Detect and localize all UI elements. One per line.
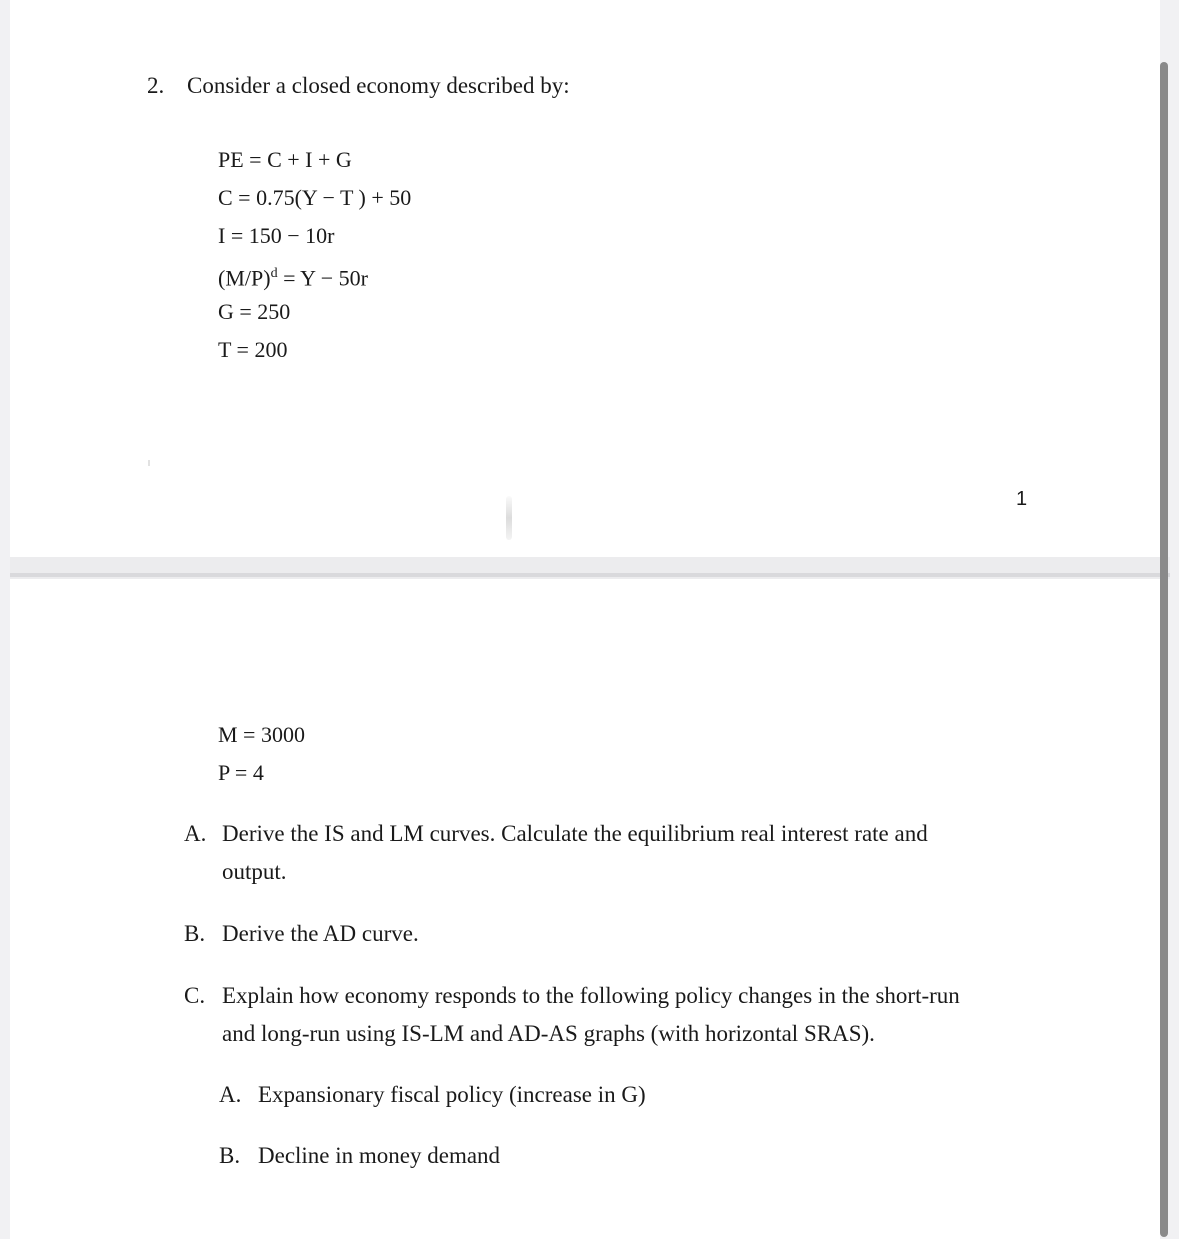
question-intro: Consider a closed economy described by: xyxy=(187,73,570,98)
page-mark xyxy=(148,460,150,466)
subpart-a-label: A. xyxy=(219,1082,242,1107)
vertical-scrollbar[interactable] xyxy=(1160,62,1168,1237)
subpart-b-label: B. xyxy=(219,1143,241,1168)
subpart-b-text: Decline in money demand xyxy=(258,1143,501,1168)
subpart-a-text: Expansionary fiscal policy (increase in G) xyxy=(258,1082,646,1107)
equation-consumption: C = 0.75(Y − T ) + 50 xyxy=(218,185,412,210)
money-demand-prefix: (M/P) xyxy=(218,265,271,291)
equation-money-supply: M = 3000 xyxy=(218,722,305,747)
part-a-line1: Derive the IS and LM curves. Calculate the equilibrium real interest rate and xyxy=(222,821,928,846)
part-c-label: C. xyxy=(184,983,206,1008)
document-page-1 xyxy=(10,0,1160,557)
money-demand-suffix: = Y − 50r xyxy=(277,265,368,291)
page-divider xyxy=(10,557,1170,579)
part-c-line2: and long-run using IS-LM and AD-AS graphs (with horizontal SRAS). xyxy=(222,1021,875,1046)
question-number: 2. xyxy=(147,73,165,98)
page-number: 1 xyxy=(1016,488,1028,510)
equation-investment: I = 150 − 10r xyxy=(218,223,335,248)
part-c-line1: Explain how economy responds to the following policy changes in the short-run xyxy=(222,983,960,1008)
part-a-line2: output. xyxy=(222,859,287,884)
equation-government-spending: G = 250 xyxy=(218,299,291,324)
equation-taxes: T = 200 xyxy=(218,337,288,362)
equation-price-level: P = 4 xyxy=(218,760,264,785)
equation-planned-expenditure: PE = C + I + G xyxy=(218,147,352,172)
scan-smudge xyxy=(506,496,512,540)
money-demand-superscript: d xyxy=(270,266,278,281)
part-a-label: A. xyxy=(184,821,207,846)
equation-money-demand xyxy=(218,261,368,291)
part-b-line1: Derive the AD curve. xyxy=(222,921,419,946)
document-page-2 xyxy=(10,579,1160,1239)
part-b-label: B. xyxy=(184,921,206,946)
